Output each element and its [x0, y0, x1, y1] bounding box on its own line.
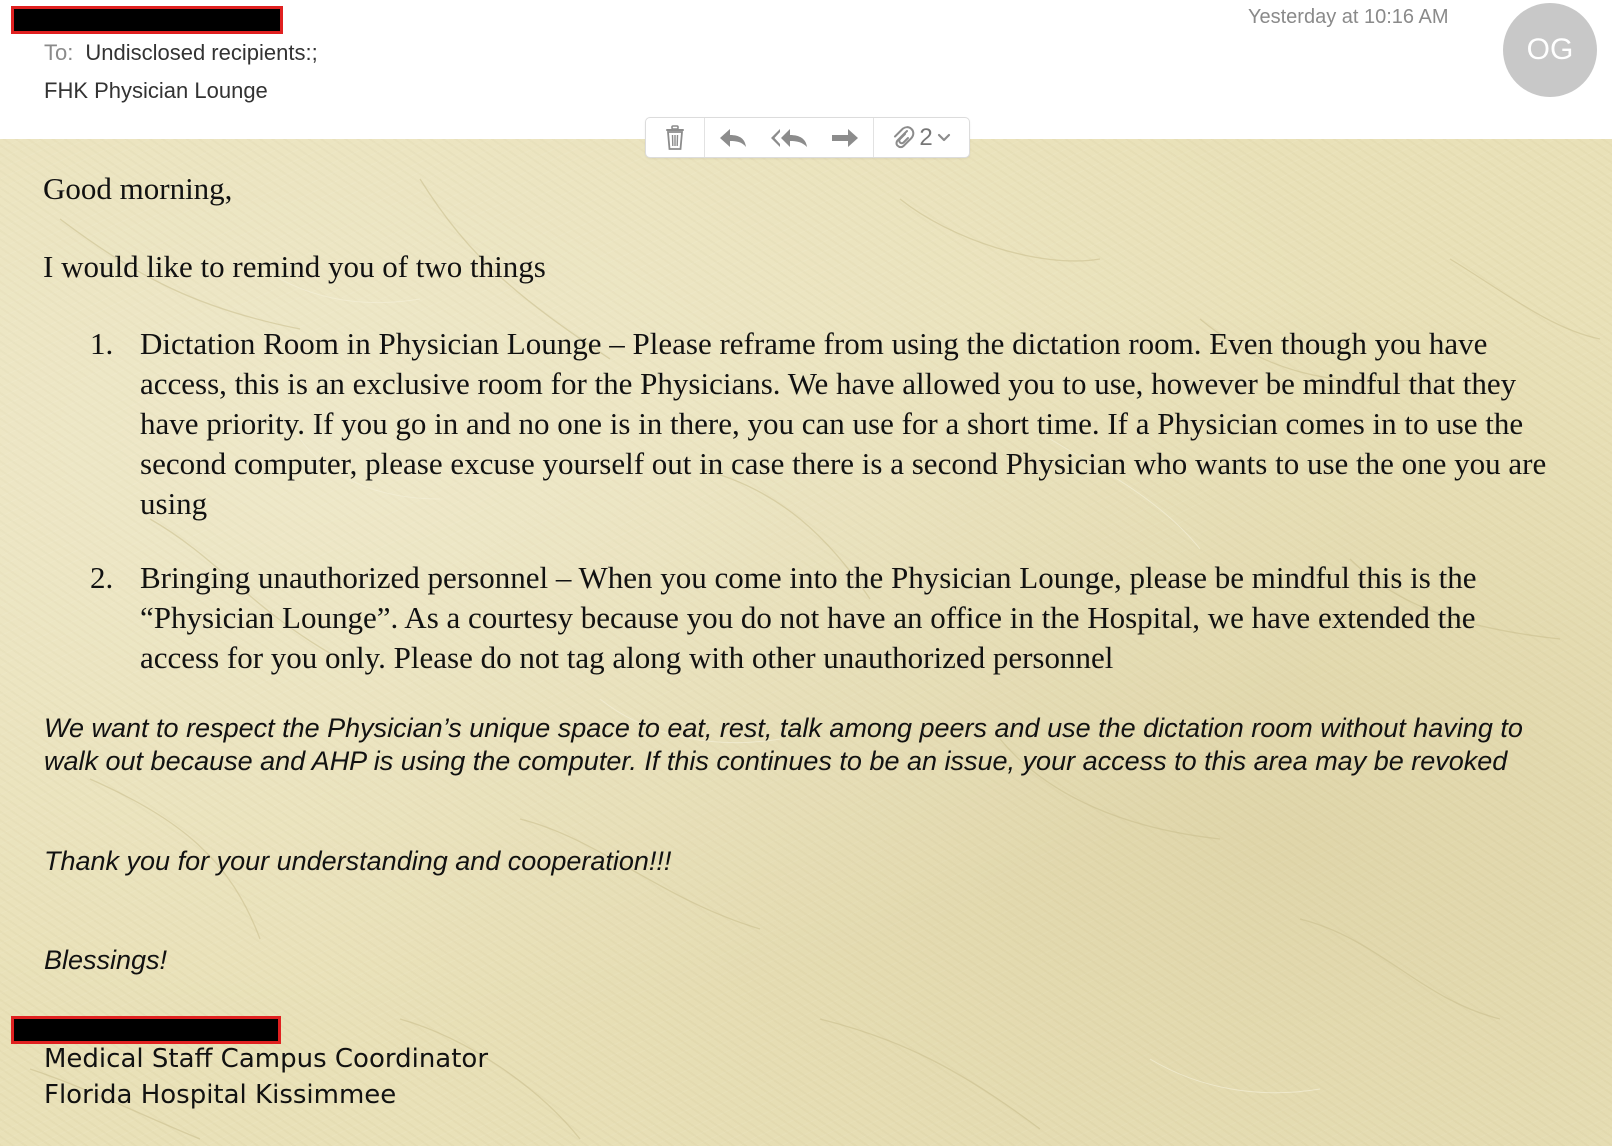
reply-button[interactable]: [705, 118, 761, 157]
signature-title: Medical Staff Campus Coordinator: [44, 1044, 489, 1074]
trash-icon: [663, 125, 687, 151]
paperclip-icon: [891, 125, 915, 151]
sender-avatar[interactable]: OG: [1503, 3, 1597, 97]
to-label: To:: [44, 40, 74, 65]
to-value[interactable]: Undisclosed recipients:;: [85, 40, 318, 65]
timestamp: Yesterday at 10:16 AM: [1248, 6, 1449, 28]
intro-text: I would like to remind you of two things: [43, 249, 546, 284]
list-text: Dictation Room in Physician Lounge – Please reframe from using the dictation room. Even though you have access, this is an exclusive room for the Physicians. We have allowed you to use, however be mindful that they have priority. If you go in and no one is in there, you can use for a short time. If a Physician comes in to use the second computer, please excuse yourself out in case there is a second Physician who wants to use the one you are using: [140, 326, 1547, 521]
attachment-count: 2: [919, 123, 933, 151]
thanks-line: Thank you for your understanding and cooperation!!!: [44, 846, 672, 876]
list-text: Bringing unauthorized personnel – When you come into the Physician Lounge, please be mindful this is the “Physician Lounge”. As a courtesy because you do not have an office in the Hospital, we have extended the access for you only. Please do not tag along with other unauthorized personnel: [140, 560, 1477, 675]
attachments-button[interactable]: [874, 118, 968, 157]
reply-icon: [718, 127, 748, 149]
message-body: [0, 139, 1612, 1146]
list-number: 2.: [90, 560, 114, 595]
delete-button[interactable]: [646, 118, 704, 157]
subject-line: FHK Physician Lounge: [44, 78, 268, 103]
signature-organization: Florida Hospital Kissimmee: [44, 1080, 397, 1110]
forward-icon: [830, 127, 860, 149]
reply-all-icon: [769, 127, 809, 149]
list-number: 1.: [90, 326, 114, 361]
redacted-signature-name: [11, 1016, 281, 1044]
closing: Blessings!: [44, 945, 168, 975]
recipients-line: [44, 40, 318, 66]
greeting: Good morning,: [43, 171, 233, 206]
respect-note: We want to respect the Physician’s unique space to eat, rest, talk among peers and use the dictation room without having to walk out because and AHP is using the computer. If this continues to be an issue, your access to this area may be revoked: [44, 713, 1523, 776]
reply-all-button[interactable]: [761, 118, 817, 157]
forward-button[interactable]: [817, 118, 873, 157]
chevron-down-icon: [937, 133, 951, 143]
redacted-sender: [11, 6, 283, 34]
message-toolbar: [645, 117, 970, 158]
